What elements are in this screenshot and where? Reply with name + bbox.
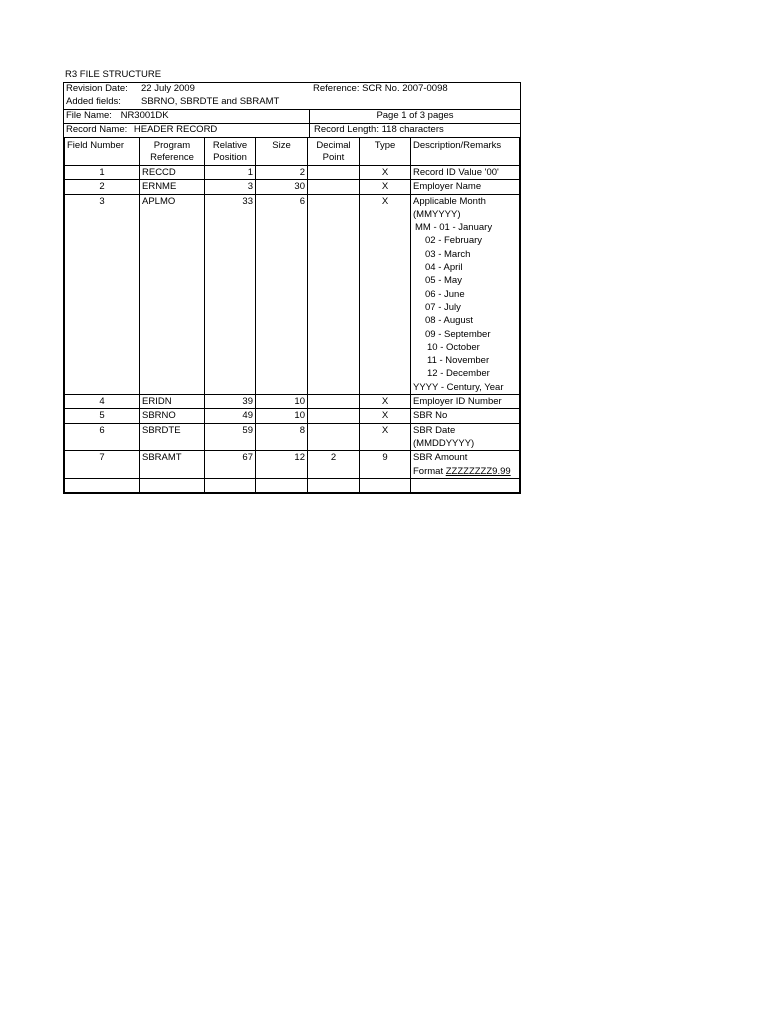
file-name-label: File Name: (66, 110, 112, 121)
document-title: R3 FILE STRUCTURE (65, 69, 162, 80)
record-name-value: HEADER RECORD (133, 124, 218, 135)
col-type: Type (360, 138, 411, 166)
col-program-reference: Program Reference (140, 138, 205, 166)
added-fields-value: SBRNO, SBRDTE and SBRAMT (141, 96, 280, 107)
field-table (64, 137, 520, 493)
col-field-number: Field Number (65, 138, 140, 166)
record-name-label: Record Name: (66, 124, 128, 135)
table-row: 5 SBRNO 49 10 X SBR No (65, 409, 520, 423)
file-name-value: NR3001DK (120, 110, 169, 121)
table-row: 6 SBRDTE 59 8 X SBR Date (MMDDYYYY) (65, 423, 520, 451)
reference: Reference: SCR No. 2007-0098 (313, 83, 448, 94)
col-size: Size (256, 138, 308, 166)
file-name-row (64, 109, 520, 123)
file-structure-sheet (63, 69, 521, 494)
col-decimal-point: Decimal Point (308, 138, 360, 166)
table-header-row (65, 138, 520, 166)
revision-date: 22 July 2009 (141, 83, 195, 94)
month-description: Applicable Month (MMYYYY) MM - 01 - January 02 - February 03 - March 04 - April 05 - May 06 - June 07 - July 08 - August 09 - September 10 - October 11 - November 12 - December YYYY - Century, Year (411, 194, 520, 394)
added-fields-row (64, 96, 520, 109)
table-row: 4 ERIDN 39 10 X Employer ID Number (65, 395, 520, 409)
page-info: Page 1 of 3 pages (309, 110, 520, 123)
table-row: 1 RECCD 1 2 X Record ID Value '00' (65, 166, 520, 180)
record-length: Record Length: 118 characters (309, 124, 520, 137)
table-row: 2 ERNME 3 30 X Employer Name (65, 180, 520, 194)
table-row-empty (65, 478, 520, 492)
col-description: Description/Remarks (411, 138, 520, 166)
added-fields-label: Added fields: (66, 96, 121, 107)
col-relative-position: Relative Position (205, 138, 256, 166)
record-name-row (64, 123, 520, 137)
table-row: 7 SBRAMT 67 12 2 9 SBR Amount Format ZZZZZZZZ9.99 (65, 451, 520, 479)
table-row: 3 APLMO 33 6 X Applicable Month (MMYYYY) MM - 01 - January 02 - February 03 - March 04 - April 05 - May 06 - June 07 - July 08 - August 09 - September 10 - October 11 - November 12 - December YYYY - Century, Year (65, 194, 520, 394)
header-box (63, 82, 521, 494)
revision-label: Revision Date: (66, 83, 128, 94)
revision-row (64, 83, 520, 96)
